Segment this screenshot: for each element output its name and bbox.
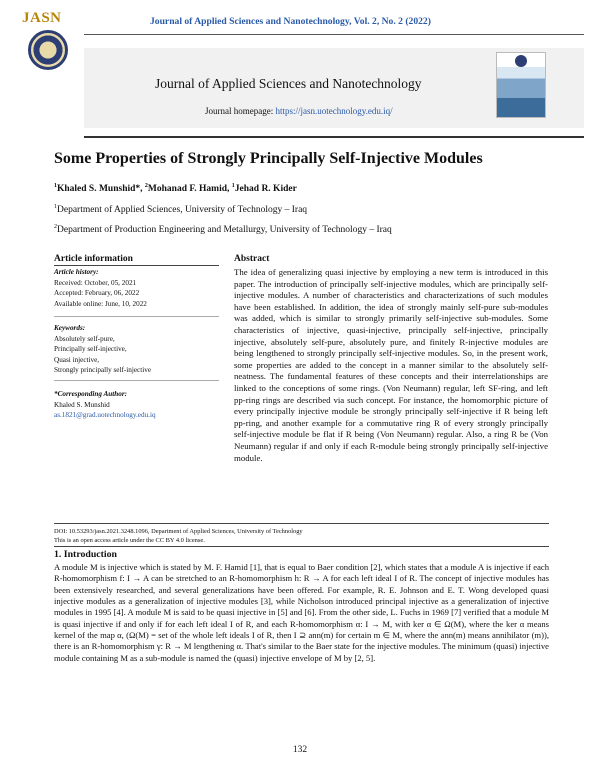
keywords-label: Keywords: bbox=[54, 324, 86, 332]
jasn-logo-text: JASN bbox=[22, 10, 62, 26]
introduction-heading: 1. Introduction bbox=[54, 549, 117, 560]
journal-homepage bbox=[205, 106, 393, 116]
info-divider bbox=[54, 380, 219, 381]
journal-header-title: Journal of Applied Sciences and Nanotechnology bbox=[155, 76, 422, 91]
journal-cover-image bbox=[496, 52, 546, 118]
author-sup: 1 bbox=[231, 183, 235, 189]
author-name: Khaled S. Munshid bbox=[57, 184, 136, 194]
received-date: Received: October, 05, 2021 bbox=[54, 278, 137, 287]
author-mark: , bbox=[227, 184, 232, 194]
author-name: Mohanad F. Hamid bbox=[147, 184, 228, 194]
author-sup: 1 bbox=[54, 183, 57, 189]
available-date: Available online: June, 10, 2022 bbox=[54, 299, 147, 308]
author-sup: 2 bbox=[144, 183, 148, 189]
cover-seal-icon bbox=[515, 55, 527, 67]
accepted-date: Accepted: February, 06, 2022 bbox=[54, 289, 140, 297]
affiliation-text: Department of Applied Sciences, University of Technology – Iraq bbox=[57, 205, 308, 215]
affiliation bbox=[54, 204, 307, 215]
abstract-text: The idea of generalizing quasi injective by employing a new term is introduced in this paper. The introduction of principally self-injective modules, which are principally self-injective modules. A number of characteristics and characterizations of such modules have been established. In addition, the idea of strongly mainly self-pure sub-modules was added, which is similar to strongly primarily self-injective sub-modules. Some characteristics of injective, quasi-injective, principally self-injective, principally injective, absolutely self-pure, absolutely pure, and finitely R-injective modules are being lengthened to strongly principally self-injective modules. So, in the present work, some properties are added to the concept in a manner similar to the absolutely self-neatness. The fundamental features of these concepts and their interrelationships are linked to the conceptions of some rings. (Von Neumann) regular, left SF-ring, and left pp-ring rings are described via such concept. For instance, the homomorphic picture of every principally injective module be strongly principally self-injective if R being left pp-ring, and another example for a commutative ring R of every strongly principally self-injective module be flat if R being (Von Neumann) regular. Also, a ring R be (Von Neumann) regular if and only if each R-module being strongly principally self-injective module. bbox=[234, 267, 548, 463]
abstract-heading: Abstract bbox=[234, 254, 270, 264]
corresponding-name: Khaled S. Munshid bbox=[54, 400, 110, 409]
university-seal-icon bbox=[28, 30, 68, 70]
affiliation-text: Department of Production Engineering and Metallurgy, University of Technology – Iraq bbox=[57, 225, 392, 235]
doi-block bbox=[54, 528, 303, 545]
affiliation-sup: 2 bbox=[54, 224, 57, 230]
article-info-heading: Article information bbox=[54, 254, 219, 266]
affiliation bbox=[54, 224, 392, 235]
journal-citation-line: Journal of Applied Sciences and Nanotechnology, Vol. 2, No. 2 (2022) bbox=[150, 16, 431, 27]
info-divider bbox=[54, 316, 219, 317]
homepage-link[interactable]: https://jasn.uotechnology.edu.iq/ bbox=[275, 106, 393, 116]
article-history bbox=[54, 267, 224, 309]
introduction-text: A module M is injective which is stated by M. F. Hamid [1], that is equal to Baer condition [2], which states that a module A is injective if each R-homomorphism f: I → A can be stretched to an R-homomorphism h: R → A for each left ideal I of R. The concept of injective modules has been extensively researched, and several generalizations have been offered. For example, R. E. Johnson and E. T. Wong developed quasi injective modules as a generalization of injective modules [3], while Nicholson introduced principal injective as a generalization of injective modules in 1995 [4]. A module M is said to be quasi injective in [5] and [6]. From the other side, L. Fuchs in 1969 [7] verified that a module M is quasi injective if and only if for each left ideal I of R, and each R-homomorphism α: I → M, with ker α ∈ Ω(M), where the ker α means kernel of the map α, (Ω(M) = set of the whole left ideals I of R, then I ⊇ ann(m) for certain m ∈ M, where the ann(m) means annihilator (m)), there is an R-homomorphism γ: R → M lengthening α. That's similar to the Baer state for the injective modules. The minimum (quasi) injective module containing M as a sub-module is named the (quasi) injective envelope of M by [2, 5]. bbox=[54, 562, 549, 663]
homepage-label: Journal homepage: bbox=[205, 106, 276, 116]
keyword: Strongly principally self-injective bbox=[54, 366, 152, 374]
license-line: This is an open access article under the CC BY 4.0 license. bbox=[54, 536, 205, 544]
doi-line: DOI: 10.53293/jasn.2021.3248.1096, Department of Applied Sciences, University of Technology bbox=[54, 528, 303, 535]
corresponding-author-block bbox=[54, 389, 224, 421]
keywords-block bbox=[54, 323, 224, 376]
keyword: Quasi injective, bbox=[54, 355, 100, 364]
page-number: 132 bbox=[292, 745, 308, 755]
affiliation-sup: 1 bbox=[54, 204, 57, 210]
author-list bbox=[54, 183, 297, 194]
header-bottom-rule bbox=[84, 136, 584, 138]
jasn-logo bbox=[22, 8, 82, 68]
top-rule bbox=[84, 34, 584, 35]
abstract-bottom-rule bbox=[54, 523, 549, 524]
paper-title: Some Properties of Strongly Principally Self-Injective Modules bbox=[54, 150, 483, 167]
corresponding-label: *Corresponding Author: bbox=[54, 390, 128, 398]
doi-bottom-rule bbox=[54, 546, 549, 547]
author-name: Jehad R. Kider bbox=[234, 184, 297, 194]
author-mark: *, bbox=[135, 184, 145, 194]
keyword: Principally self-injective, bbox=[54, 345, 127, 353]
history-label: Article history: bbox=[54, 268, 99, 276]
keyword: Absolutely self-pure, bbox=[54, 334, 115, 343]
corresponding-email[interactable]: as.1821@grad.uotechnology.edu.iq bbox=[54, 411, 156, 419]
